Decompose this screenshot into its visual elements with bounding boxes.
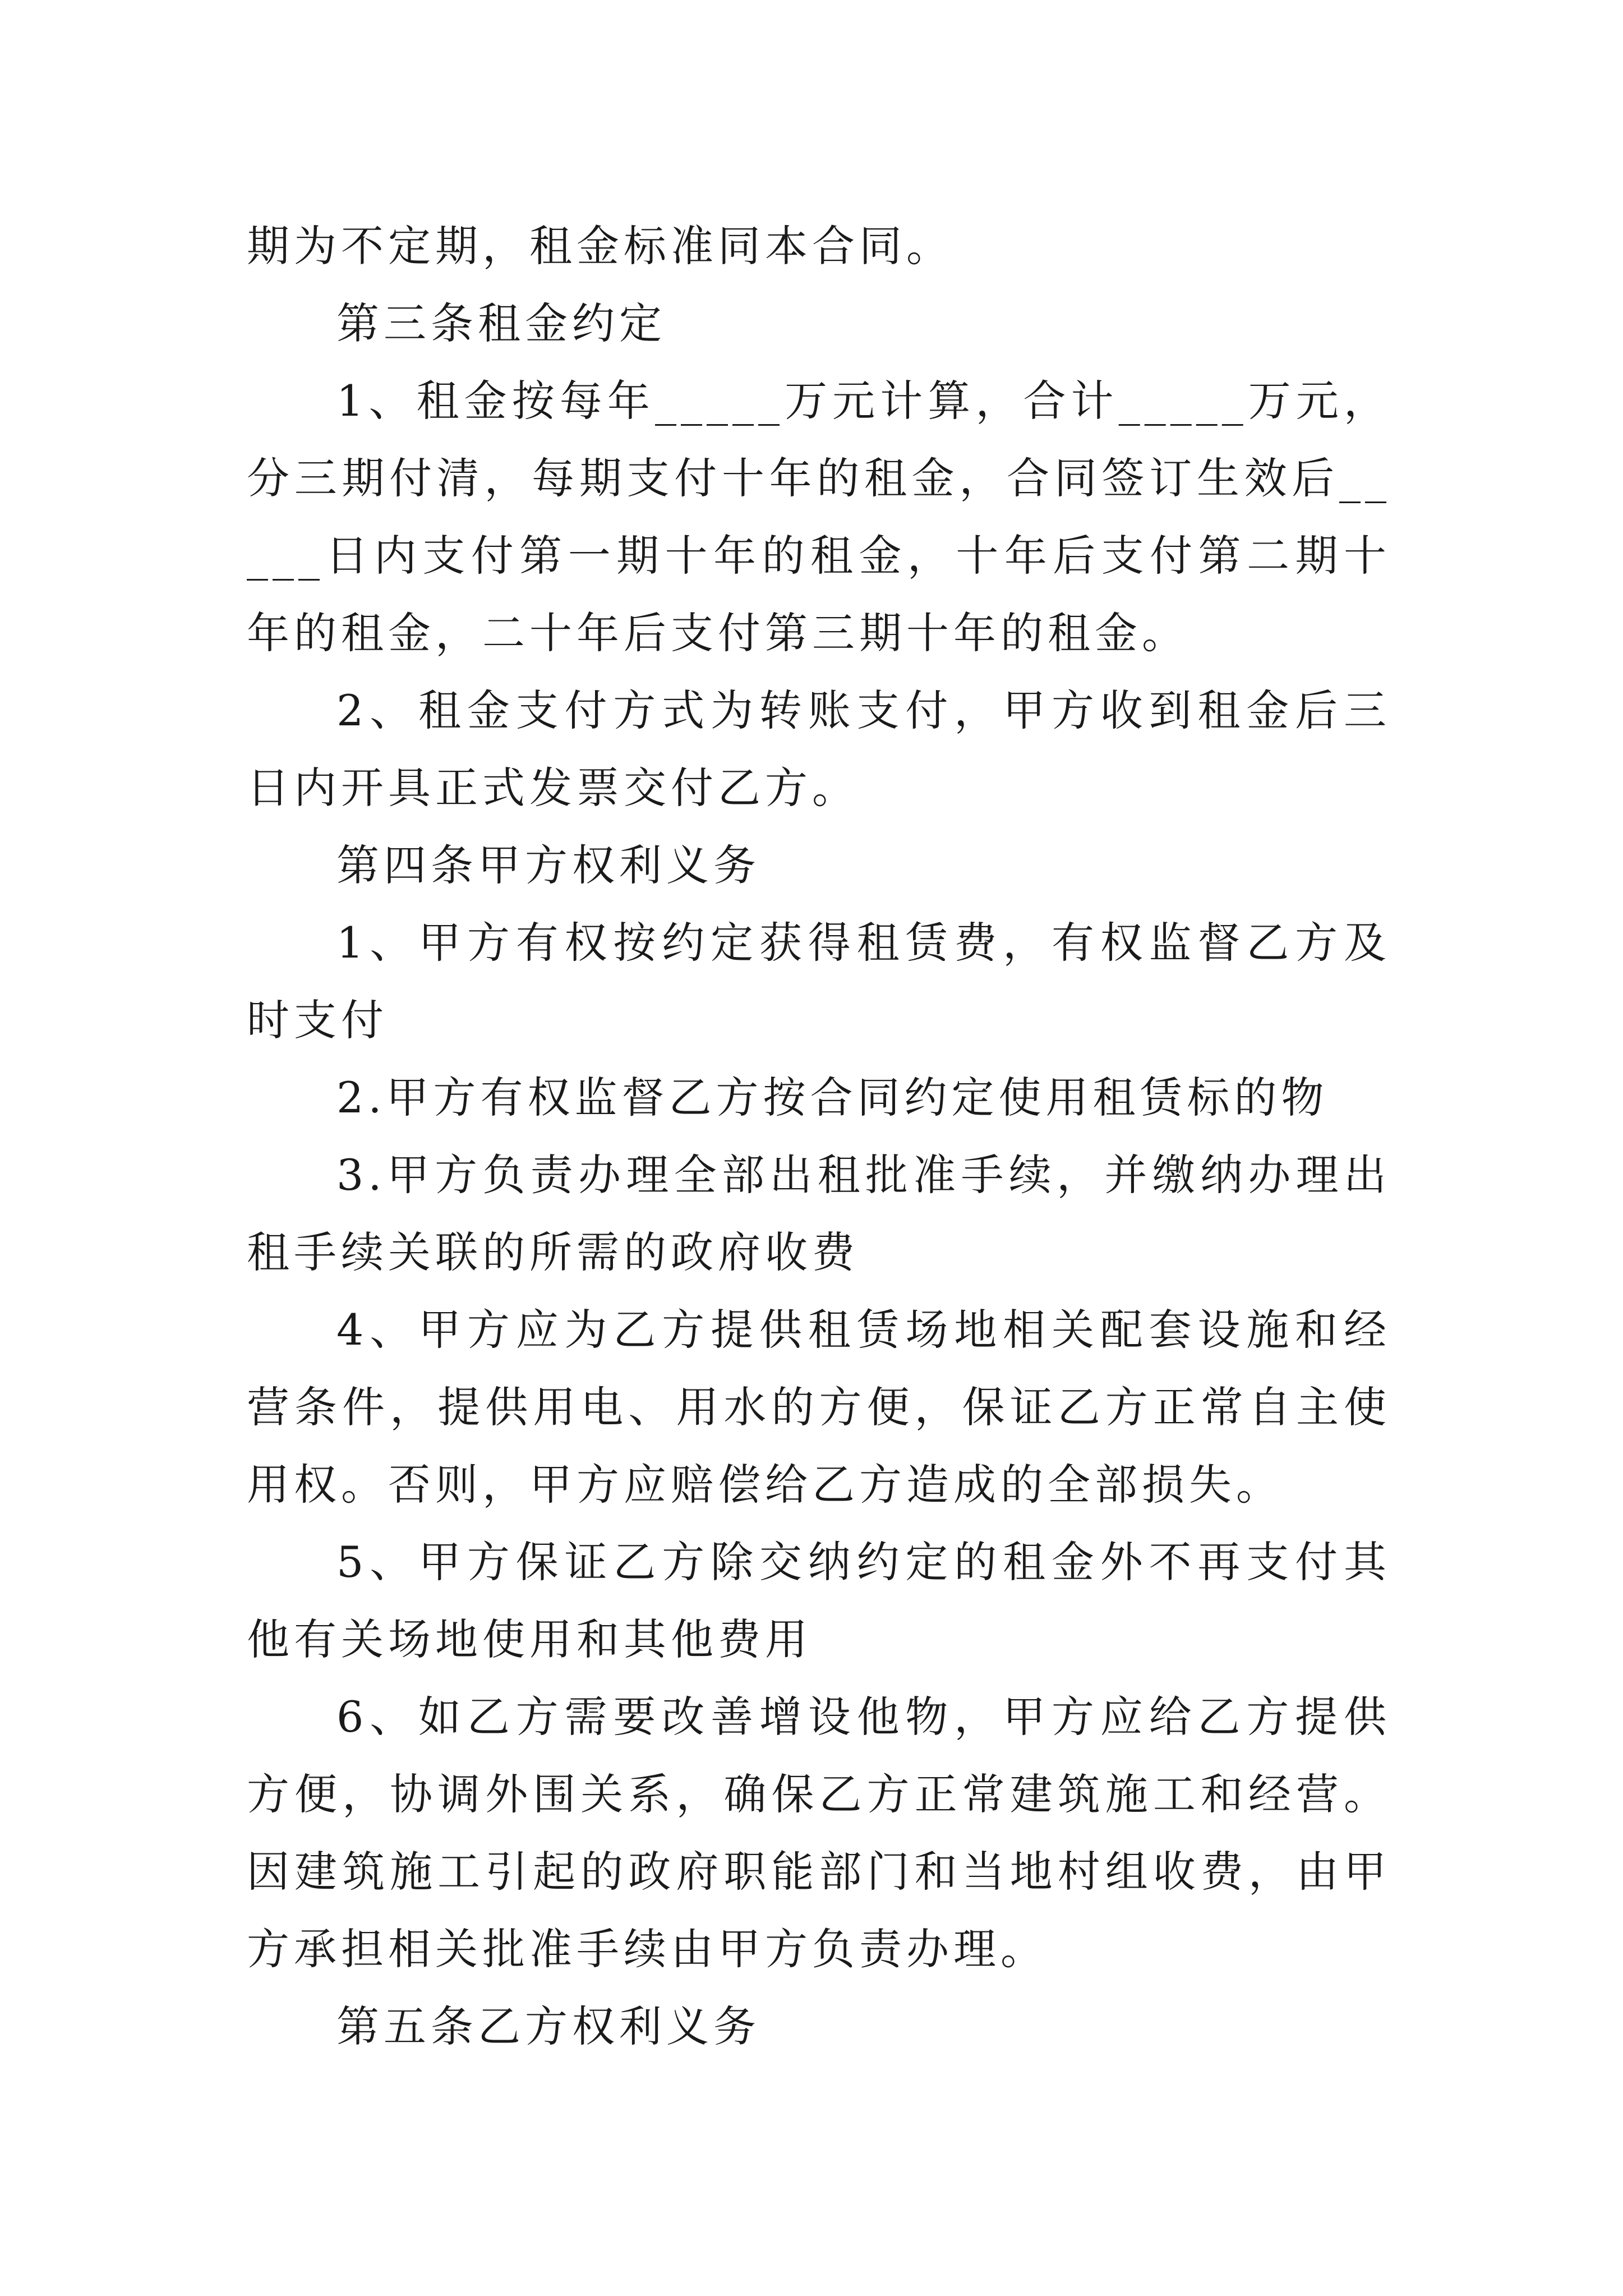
clause-4-2: 2.甲方有权监督乙方按合同约定使用租赁标的物 [336,1073,1329,1122]
clause-3-2: 2、租金支付方式为转账支付，甲方收到租金后三日内开具正式发票交付乙方。 [247,685,1391,813]
document-body [247,208,1391,2065]
clause-4-4: 4、甲方应为乙方提供租赁场地相关配套设施和经营条件，提供用电、用水的方便，保证乙方正常自主使用权。否则，甲方应赔偿给乙方造成的全部损失。 [247,1305,1391,1510]
clause-4-5: 5、甲方保证乙方除交纳约定的租金外不再支付其他有关场地使用和其他费用 [247,1537,1391,1664]
clause-4-6: 6、如乙方需要改善增设他物，甲方应给乙方提供方便，协调外围关系，确保乙方正常建筑施工和经营。因建筑施工引起的政府职能部门和当地村组收费，由甲方承担相关批准手续由甲方负责办理。 [247,1692,1391,1974]
clause-4-3: 3.甲方负责办理全部出租批准手续，并缴纳办理出租手续关联的所需的政府收费 [247,1150,1391,1277]
clause-4-1: 1、甲方有权按约定获得租赁费，有权监督乙方及时支付 [247,918,1391,1045]
section-heading-article-5: 第五条乙方权利义务 [336,2001,760,2051]
paragraph-continuation: 期为不定期，租金标准同本合同。 [247,221,953,271]
clause-3-1: 1、租金按每年_____万元计算，合计_____万元，分三期付清，每期支付十年的租金，合同签订生效后_____日内支付第一期十年的租金，十年后支付第二期十年的租金，二十年后支付第三期十年的租金。 [247,376,1391,658]
section-heading-article-3: 第三条租金约定 [336,298,666,348]
section-heading-article-4: 第四条甲方权利义务 [336,840,760,890]
